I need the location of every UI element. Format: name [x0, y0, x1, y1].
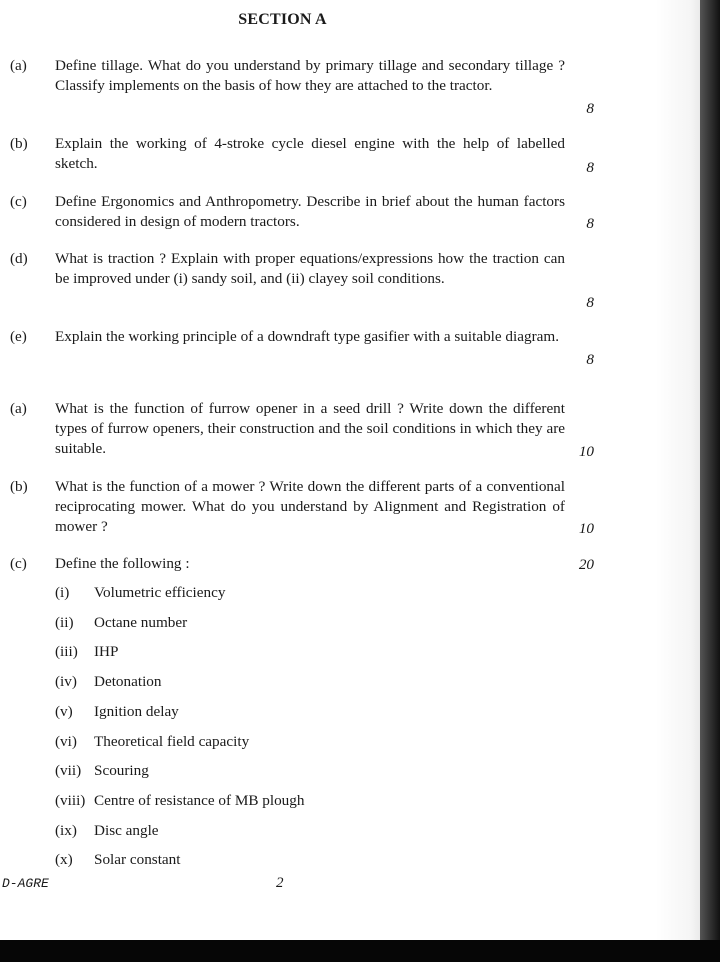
definition-label: (iv) — [55, 673, 77, 690]
definition-text: Ignition delay — [94, 703, 179, 720]
definition-label: (vii) — [55, 762, 82, 779]
definition-item — [55, 821, 159, 841]
definition-item — [55, 583, 225, 603]
definition-item — [55, 791, 304, 811]
definition-label: (i) — [55, 584, 70, 601]
definition-label: (ii) — [55, 614, 74, 631]
definition-item — [55, 613, 187, 633]
question-label: (a) — [10, 57, 27, 74]
definition-text: Octane number — [94, 614, 188, 631]
definition-text: Centre of resistance of MB plough — [94, 792, 305, 809]
definition-label: (ix) — [55, 822, 77, 839]
question-marks: 8 — [586, 100, 594, 117]
definition-text: Scouring — [94, 762, 149, 779]
question-label: (e) — [10, 328, 27, 345]
question-text: Define the following : — [55, 555, 190, 572]
definition-item — [55, 702, 179, 722]
question-label: (c) — [10, 555, 27, 572]
question-text: What is the function of a mower ? Write down the different parts of a conventional reciprocating mower. What do you understand by Alignment and Registration of mower ? — [55, 478, 565, 535]
definition-text: Disc angle — [94, 822, 159, 839]
question-text: Define Ergonomics and Anthropometry. Describe in brief about the human factors considered in design of modern tractors. — [55, 193, 565, 230]
question-label: (c) — [10, 193, 27, 210]
definition-item — [55, 850, 180, 870]
question-text: Explain the working principle of a downdraft type gasifier with a suitable diagram. — [55, 328, 559, 345]
scan-edge-dark — [700, 0, 720, 940]
question-label: (a) — [10, 400, 27, 417]
definition-item — [55, 642, 118, 662]
definition-text: IHP — [94, 643, 119, 660]
definition-label: (iii) — [55, 643, 78, 660]
definition-item — [55, 732, 249, 752]
paper-code: D-AGRE — [2, 876, 49, 891]
question-marks: 8 — [586, 351, 594, 368]
question-marks: 8 — [586, 215, 594, 232]
question-text: What is traction ? Explain with proper equations/expressions how the traction can be improved under (i) sandy soil, and (ii) clayey soil conditions. — [55, 250, 565, 287]
question-label: (d) — [10, 250, 28, 267]
question-label: (b) — [10, 135, 28, 152]
question-marks: 10 — [578, 520, 594, 537]
question-text: Explain the working of 4-stroke cycle diesel engine with the help of labelled sketch. — [55, 135, 565, 172]
question-marks: 8 — [586, 294, 594, 311]
definition-item — [55, 761, 149, 781]
question-marks: 10 — [578, 443, 594, 460]
definition-text: Detonation — [94, 673, 162, 690]
question-text: Define tillage. What do you understand by primary tillage and secondary tillage ? Classify implements on the basis of how they are attached to the tractor. — [55, 57, 565, 94]
definition-text: Volumetric efficiency — [94, 584, 226, 601]
scan-bottom-border — [0, 940, 720, 962]
definition-label: (vi) — [55, 733, 77, 750]
question-text: What is the function of furrow opener in a seed drill ? Write down the different types of furrow openers, their construction and the soil conditions in which they are suitable. — [55, 400, 565, 457]
definition-text: Theoretical field capacity — [94, 733, 250, 750]
question-label: (b) — [10, 478, 28, 495]
definition-label: (v) — [55, 703, 73, 720]
page-number: 2 — [276, 875, 284, 891]
definition-label: (viii) — [55, 792, 86, 809]
section-title: SECTION A — [238, 11, 327, 28]
definition-item — [55, 672, 161, 692]
definition-label: (x) — [55, 851, 73, 868]
definition-text: Solar constant — [94, 851, 181, 868]
question-marks: 8 — [586, 159, 594, 176]
question-marks: 20 — [578, 556, 594, 573]
